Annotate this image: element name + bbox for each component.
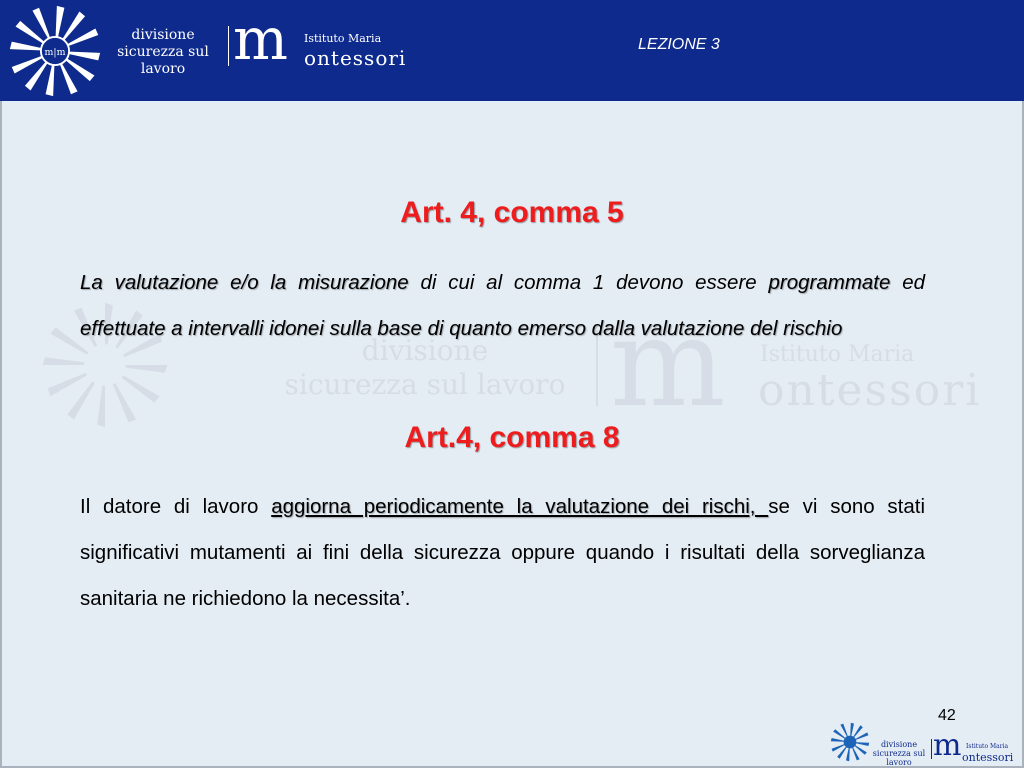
footer-sunburst-logo-icon xyxy=(830,722,870,762)
logo-mark: m|m xyxy=(44,46,66,58)
footer-brand-ontessori: ontessori xyxy=(962,751,1014,764)
brand-m: m xyxy=(233,5,288,73)
footer-brand-istituto: Istituto Maria xyxy=(966,743,1009,750)
brand-separator xyxy=(228,26,229,66)
para2-text-c: se vi sono stati significativi mutamenti ai fini della sicurezza oppure quando i risultati della sorveglianza sanitaria ne richiedono la necessita’. xyxy=(80,495,926,610)
section-paragraph-2 xyxy=(80,484,925,622)
watermark-ontessori: ontessori xyxy=(758,365,982,416)
brand-ontessori: ontessori xyxy=(304,46,407,70)
watermark-istituto: Istituto Maria xyxy=(760,342,915,367)
para1-emphasis-c: programmate xyxy=(768,271,891,294)
page-number: 42 xyxy=(938,707,956,724)
lesson-label: LEZIONE 3 xyxy=(638,36,720,53)
section-heading-art4-comma8: Art.4, comma 8 xyxy=(404,421,620,454)
watermark-brand-m: m xyxy=(610,292,726,434)
para1-text-d: ed xyxy=(890,271,925,294)
sunburst-logo-icon xyxy=(8,4,102,98)
para1-emphasis-a: La valutazione e/o la misurazione xyxy=(80,271,409,294)
header-bar xyxy=(0,0,1024,101)
footer-brand-division: divisione sicurezza sul lavoro xyxy=(872,740,926,767)
footer-brand-separator xyxy=(931,739,932,759)
section-paragraph-1 xyxy=(80,260,925,352)
brand-division xyxy=(100,27,226,78)
section-heading-art4-comma5: Art. 4, comma 5 xyxy=(400,196,624,229)
division-line2: sicurezza sul lavoro xyxy=(117,44,209,77)
para1-text-b: di cui al comma 1 devono essere xyxy=(408,271,769,294)
para2-text-a: Il datore di lavoro xyxy=(80,495,272,518)
brand-istituto: Istituto Maria xyxy=(304,32,382,45)
division-line1: divisione xyxy=(131,27,195,43)
watermark-division: divisione sicurezza sul lavoro xyxy=(284,334,566,401)
para1-emphasis-e: effettuate a intervalli idonei sulla base di quanto emerso dalla valutazione del rischio xyxy=(80,317,843,340)
para2-underlined-b: aggiorna periodicamente la valutazione dei rischi, xyxy=(271,495,769,518)
footer-brand-m: m xyxy=(933,728,962,763)
